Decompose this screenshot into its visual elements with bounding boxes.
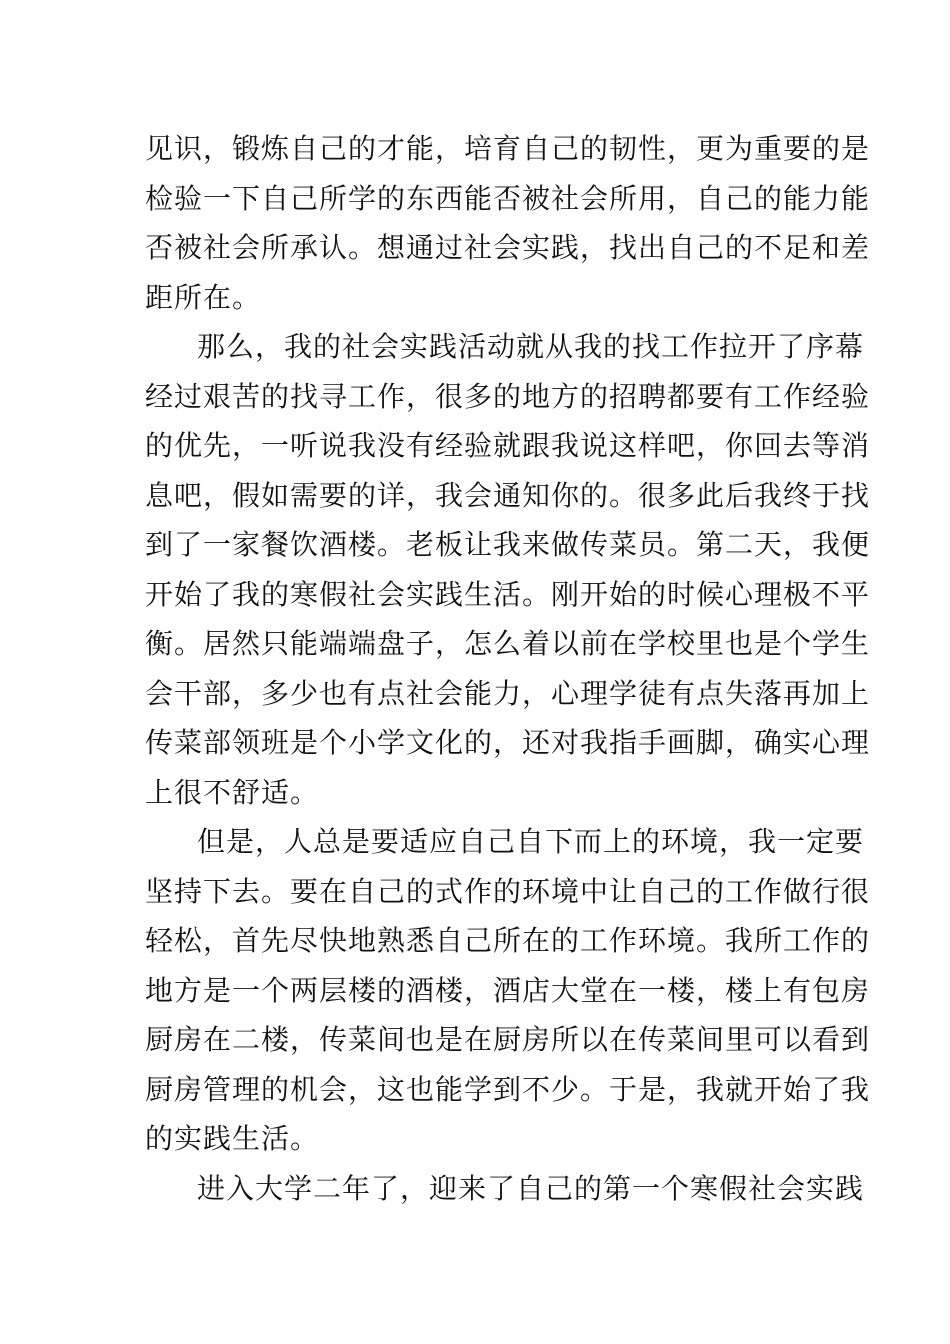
paragraph-first-line: 那么，我的社会实践活动就从我的找工作拉开了序幕	[197, 330, 865, 363]
text-line: 经过艰苦的找寻工作，很多的地方的招聘都要有工作经验	[145, 379, 871, 413]
text-line: 距所在。	[145, 280, 262, 314]
text-line: 的优先，一听说我没有经验就跟我说这样吧，你回去等消	[145, 429, 871, 462]
text-line: 衡。居然只能端端盘子，怎么着以前在学校里也是个学生	[145, 627, 871, 660]
body-text	[145, 124, 871, 1213]
text-line: 到了一家餐饮酒楼。老板让我来做传菜员。第二天，我便	[145, 528, 871, 561]
text-line: 见识，锻炼自己的才能，培育自己的韧性，更为重要的是	[145, 132, 871, 165]
paragraph-first-line: 但是，人总是要适应自己自下而上的环境，我一定要	[197, 825, 865, 858]
text-line: 轻松，首先尽快地熟悉自己所在的工作环境。我所工作的	[145, 924, 871, 957]
text-line: 开始了我的寒假社会实践生活。刚开始的时候心理极不平	[145, 577, 871, 611]
text-line: 检验一下自己所学的东西能否被社会所用，自己的能力能	[145, 181, 871, 215]
text-line: 厨房管理的机会，这也能学到不少。于是，我就开始了我	[145, 1072, 871, 1106]
text-line: 的实践生活。	[145, 1122, 320, 1155]
text-line: 坚持下去。要在自己的式作的环境中让自己的工作做行很	[145, 874, 871, 908]
text-line: 上很不舒适。	[145, 775, 320, 809]
text-line: 传菜部领班是个小学文化的，还对我指手画脚，确实心理	[145, 726, 871, 759]
text-line: 息吧，假如需要的详，我会通知你的。很多此后我终于找	[145, 478, 871, 512]
text-line: 否被社会所承认。想通过社会实践，找出自己的不足和差	[145, 231, 871, 264]
text-line: 厨房在二楼，传菜间也是在厨房所以在传菜间里可以看到	[145, 1023, 871, 1056]
text-line: 地方是一个两层楼的酒楼，酒店大堂在一楼，楼上有包房	[145, 973, 871, 1007]
paragraph-first-line: 进入大学二年了，迎来了自己的第一个寒假社会实践	[197, 1171, 865, 1205]
text-line: 会干部，多少也有点社会能力，心理学徒有点失落再加上	[145, 676, 871, 710]
